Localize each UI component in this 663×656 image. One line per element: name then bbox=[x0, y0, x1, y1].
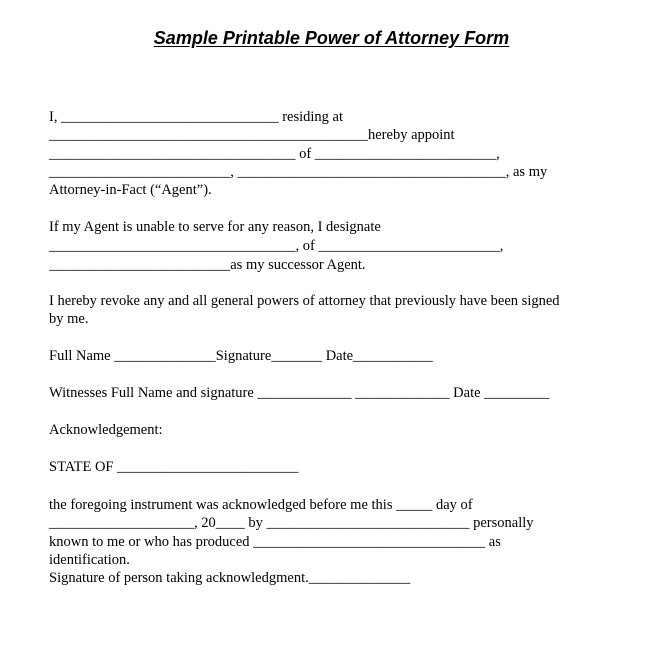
notary-line-1: the foregoing instrument was acknowledged before me this _____ day of bbox=[49, 497, 473, 513]
address-line: ____________________________________________hereby appoint bbox=[49, 127, 455, 143]
principal-line: I, ______________________________ residing at bbox=[49, 109, 344, 125]
document-title: Sample Printable Power of Attorney Form bbox=[153, 28, 510, 48]
attorney-in-fact-line: Attorney-in-Fact (“Agent”). bbox=[49, 182, 212, 198]
notary-line-2: ____________________, 20____ by ____________________________ personally bbox=[49, 515, 534, 531]
signature-line: Full Name ______________Signature_______ Date___________ bbox=[49, 348, 433, 364]
successor-name-line: __________________________________, of _________________________, bbox=[49, 238, 504, 254]
revocation-line: I hereby revoke any and all general powers of attorney that previously have been signed bbox=[49, 293, 560, 309]
acknowledgement-heading: Acknowledgement: bbox=[49, 422, 163, 438]
notary-signature-line: Signature of person taking acknowledgment.______________ bbox=[49, 570, 411, 586]
notary-line-3: known to me or who has produced ________________________________ as bbox=[49, 534, 501, 550]
successor-agent-line: _________________________as my successor Agent. bbox=[49, 257, 366, 273]
notary-line-4: identification. bbox=[49, 552, 130, 568]
witnesses-line: Witnesses Full Name and signature _____________ _____________ Date _________ bbox=[49, 385, 550, 401]
revocation-line-end: by me. bbox=[49, 311, 89, 327]
state-line: STATE OF _________________________ bbox=[49, 459, 299, 475]
agent-name-line: __________________________________ of _________________________, bbox=[49, 146, 500, 162]
agent-address-line: _________________________, _____________________________________, as my bbox=[49, 164, 548, 180]
successor-intro-line: If my Agent is unable to serve for any reason, I designate bbox=[49, 219, 381, 235]
